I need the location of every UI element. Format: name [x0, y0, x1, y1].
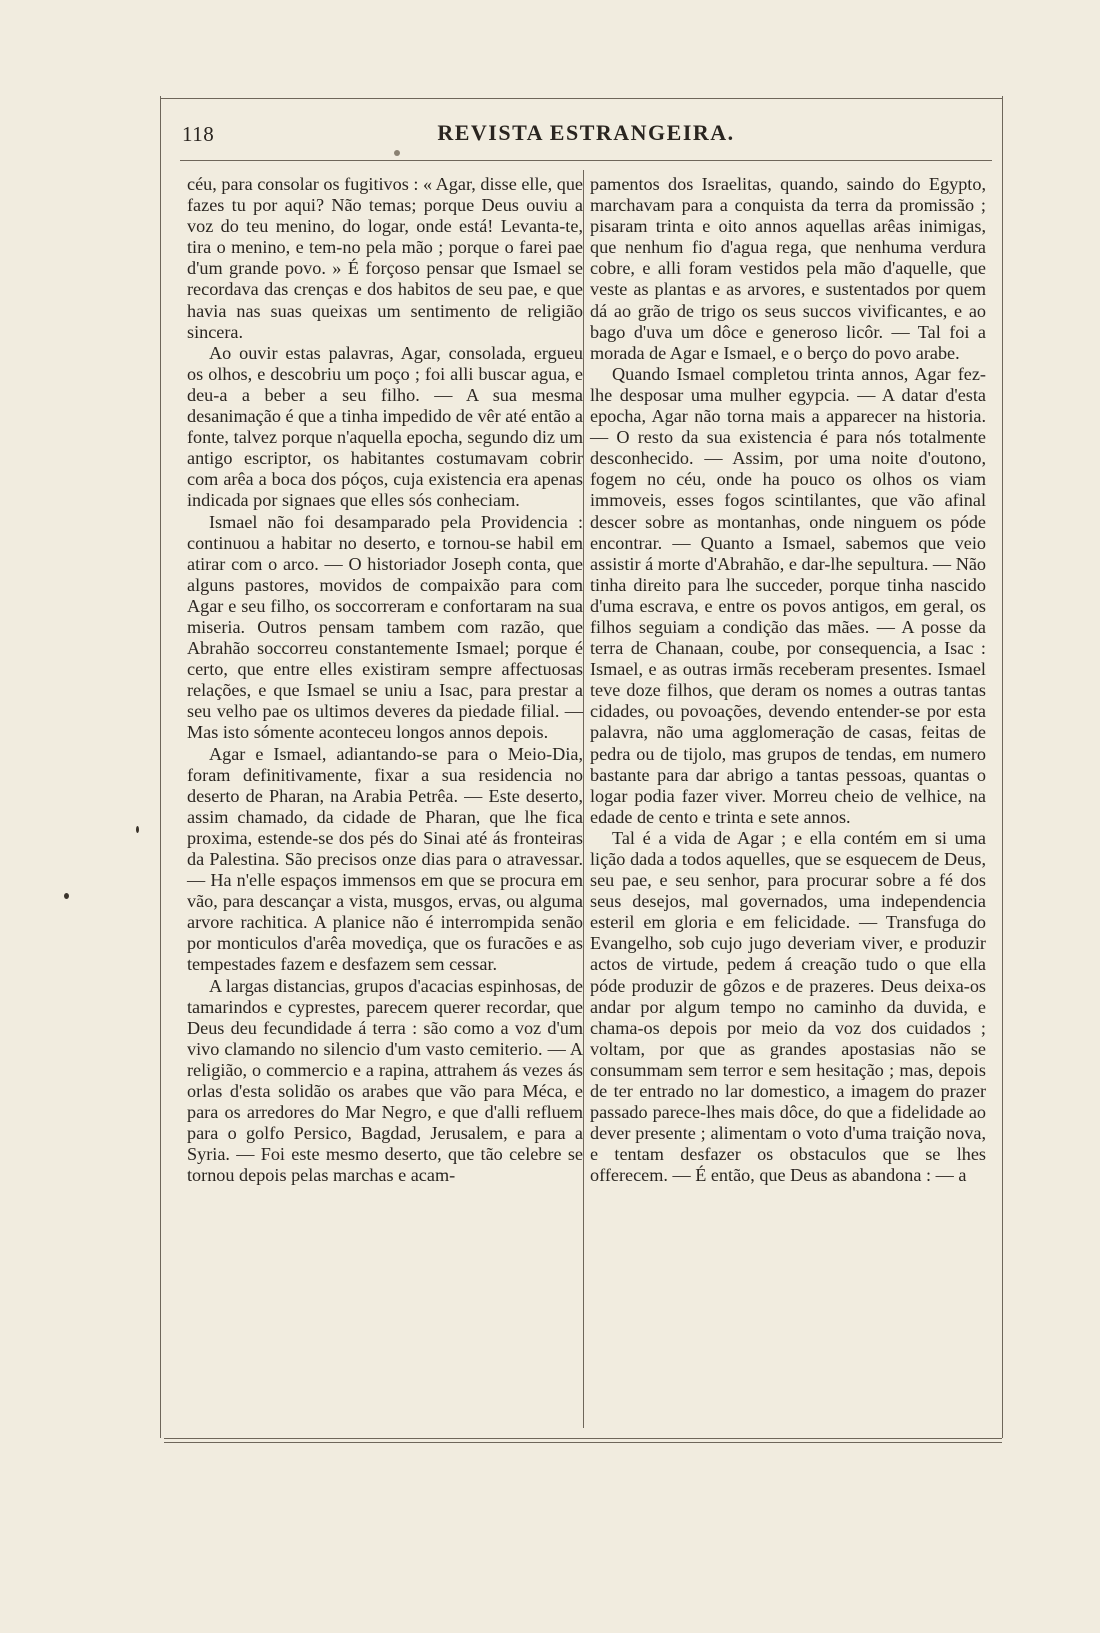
running-title: REVISTA ESTRANGEIRA.	[437, 120, 735, 145]
bottom-rule	[164, 1438, 1002, 1439]
left-column	[187, 174, 583, 1187]
header-ornament	[394, 150, 400, 156]
page-header	[180, 118, 992, 148]
top-rule	[160, 98, 1003, 99]
paragraph: pamentos dos Israelitas, quando, saindo do Egypto, marchavam para a conquista da terra da promissão ; pisaram trinta e oito annos aquellas arêas inimigas, que nenhum fio d'agua rega, que nenhuma verdura cobre, e alli foram vestidos pela mão d'aquelle, que veste as plantas e as arvores, e sustentados por quem dá ao grão de trigo os seus succos vivificantes, e ao bago d'uva um dôce e generoso licôr. — Tal foi a morada de Agar e Ismael, e o berço do povo arabe.	[590, 174, 986, 363]
paragraph: A largas distancias, grupos d'acacias espinhosas, de tamarindos e cyprestes, parecem querer recordar, que Deus deu fecundidade á terra : são como a voz d'um vivo clamando no silencio d'um vasto cemiterio. — A religião, o commercio e a rapina, attrahem ás vezes ás orlas d'esta solidão os arabes que vão para Méca, e para os arredores do Mar Negro, e que d'alli refluem para o golfo Persico, Bagdad, Jerusalem, e para a Syria. — Foi este mesmo deserto, que tão celebre se tornou depois pelas marchas e acam-	[187, 975, 583, 1186]
ink-speck	[64, 893, 69, 899]
page-number: 118	[182, 122, 215, 146]
paragraph: Tal é a vida de Agar ; e ella contém em si uma lição dada a todos aquelles, que se esquecem de Deus, seu pae, e seu senhor, para procurar sobre a fé dos seus desejos, mal governados, uma independencia esteril em gloria e em felicidade. — Transfuga do Evangelho, sob cujo jugo deveriam viver, e produzir actos de virtude, pedem á creação tudo o que ella póde produzir de gôzos e de prazeres. Deus deixa-os andar por algum tempo no caminho da duvida, e chama-os depois por meio da voz dos cuidados ; voltam, por que as grandes apostasias não se consummam sem terror e sem hesitação ; mas, depois de ter entrado no lar domestico, a imagem do prazer passado parece-lhes mais dôce, do que a fidelidade ao dever presente ; alimentam o voto d'uma traição nova, e tentam desfazer os obstaculos que se lhes offerecem. — É então, que Deus as abandona : — a	[590, 827, 986, 1186]
paragraph: Ismael não foi desamparado pela Providencia : continuou a habitar no deserto, e tornou-se habil em atirar com o arco. — O historiador Joseph conta, que alguns pastores, movidos de compaixão para com Agar e seu filho, os soccorreram e confortaram na sua miseria. Outros pensam tambem com razão, que Abrahão soccorreu constantemente Ismael; porque é certo, que entre elles existiram sempre affectuosas relações, e que Ismael se uniu a Isac, para prestar a seu velho pae os ultimos deveres da piedade filial. — Mas isto sómente aconteceu longos annos depois.	[187, 511, 583, 743]
paragraph: céu, para consolar os fugitivos : « Agar, disse elle, que fazes tu por aqui? Não temas; porque Deus ouviu a voz do teu menino, do logar, onde está! Levanta-te, tira o menino, e tem-no pela mão ; porque o farei pae d'um grande povo. » É forçoso pensar que Ismael se recordava das crenças e dos habitos de seu pae, e que havia nas suas queixas um sentimento de religião sincera.	[187, 174, 583, 342]
right-column	[590, 174, 986, 1187]
paragraph: Agar e Ismael, adiantando-se para o Meio-Dia, foram definitivamente, fixar a sua residencia no deserto de Pharan, na Arabia Petrêa. — Este deserto, assim chamado, da cidade de Pharan, que lhe fica proxima, estende-se dos pés do Sinai até ás fronteiras da Palestina. São precisos onze dias para o atravessar. — Ha n'elle espaços immensos em que se procura em vão, para descançar a vista, musgos, ervas, ou alguma arvore rachitica. A planice não é interrompida senão por monticulos d'arêa movediça, que os furacões e as tempestades fazem e desfazem sem cessar.	[187, 743, 583, 975]
paragraph: Ao ouvir estas palavras, Agar, consolada, ergueu os olhos, e descobriu um poço ; foi alli buscar agua, e deu-a a beber a seu filho. — A sua mesma desanimação é que a tinha impedido de vêr até então a fonte, talvez porque n'aquella epocha, segundo diz um antigo escriptor, os habitantes costumavam cobrir com arêa a boca dos póços, cuja existencia era apenas indicada por signaes que elles sós conheciam.	[187, 342, 583, 511]
paragraph: Quando Ismael completou trinta annos, Agar fez-lhe desposar uma mulher egypcia. — A datar d'esta epocha, Agar não torna mais a apparecer na historia. — O resto da sua existencia é para nós totalmente desconhecido. — Assim, por uma noite d'outono, fogem no céu, onde ha pouco os olhos os viam immoveis, esses fogos scintilantes, que vão afinal descer sobre as montanhas, onde ninguem os póde encontrar. — Quanto a Ismael, sabemos que veio assistir á morte d'Abrahão, e dar-lhe sepultura. — Não tinha direito para lhe succeder, porque tinha nascido d'uma escrava, e entre os povos antigos, em geral, os filhos seguiam a condição das mães. — A posse da terra de Chanaan, coube, por consequencia, a Isac : Ismael, e as outras irmãs receberam presentes. Ismael teve doze filhos, que deram os nomes a outras tantas cidades, ou povoações, devendo entender-se por esta palavra, não uma agglomeração de casas, feitas de pedra ou de tijolo, mas grupos de tendas, em numero bastante para dar abrigo a tantas pessoas, quantas o logar podia fazer viver. Morreu cheio de velhice, na edade de cento e trinta e sete annos.	[590, 363, 986, 827]
header-rule	[180, 160, 992, 161]
bottom-rule-inner	[164, 1442, 1002, 1443]
ink-speck	[136, 826, 139, 833]
column-divider	[583, 170, 584, 1428]
